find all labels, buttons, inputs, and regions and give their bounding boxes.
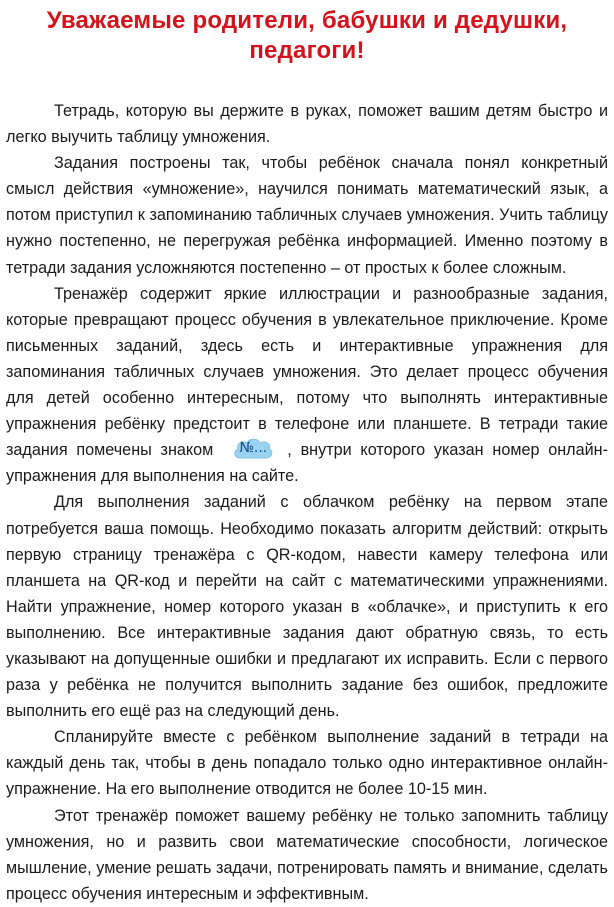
cloud-icon-label: №... — [239, 440, 268, 457]
title-line-2: педагоги! — [249, 37, 365, 64]
paragraph-tasks: Задания построены так, чтобы ребёнок сначала понял конкретный смысл действия «умножение», научился понимать математический язык, а потом приступил к запоминанию табличных случаев умножения. Учить таблицу нужно постепенно, не перегружая ребёнка информацией. Именно поэтому в тетради задания усложняются постепенно – от простых к более сложным. — [6, 154, 608, 277]
paragraph-conclusion: Этот тренажёр поможет вашему ребёнку не только запомнить таблицу умножения, но и развить свои математические способности, логическое мышление, умение решать задачи, потренировать память и внимание, сделать процесс обучения интересным и эффективным. — [6, 806, 608, 903]
paragraph-intro: Тетрадь, которую вы держите в руках, поможет вашим детям быстро и легко выучить таблицу умножения. — [6, 102, 608, 147]
body-text — [6, 98, 608, 907]
title-line-1: Уважаемые родители, бабушки и дедушки, — [46, 7, 568, 34]
paragraph-trainer-text-after: , внутри которого указан номер онлайн-упражнения для выполнения на сайте. — [6, 441, 608, 486]
paragraph-trainer-text-before: Тренажёр содержит яркие иллюстрации и разнообразные задания, которые превращают процесс обучения в увлекательное приключение. Кроме письменных заданий, здесь есть и интерактивные упражнения для запоминания табличных случаев умножения. Это делает процесс обучения для детей особенно интересным, потому что выполнять интерактивные упражнения ребёнку предстоит в телефоне или планшете. В тетради такие задания помечены знаком — [6, 284, 608, 460]
paragraph-plan: Спланируйте вместе с ребёнком выполнение заданий в тетради на каждый день так, чтобы в день попадало только одно интерактивное онлайн-упражнение. На его выполнение отводится не более 10-15 мин. — [6, 728, 608, 799]
paragraph-trainer — [6, 281, 608, 490]
cloud-icon — [231, 438, 275, 460]
paragraph-cloud-tasks: Для выполнения заданий с облачком ребёнку на первом этапе потребуется ваша помощь. Необходимо показать алгоритм действий: открыть первую страницу тренажёра с QR-кодом, навести камеру телефона или планшета на QR-код и перейти на сайт с математическими упражнениями. Найти упражнение, номер которого указан в «облачке», и приступить к его выполнению. Все интерактивные задания дают обратную связь, то есть указывают на допущенные ошибки и предлагают их исправить. Если с первого раза у ребёнка не получится выполнить задание без ошибок, предложите выполнить его ещё раз на следующий день. — [6, 493, 608, 721]
page-title — [6, 6, 608, 66]
